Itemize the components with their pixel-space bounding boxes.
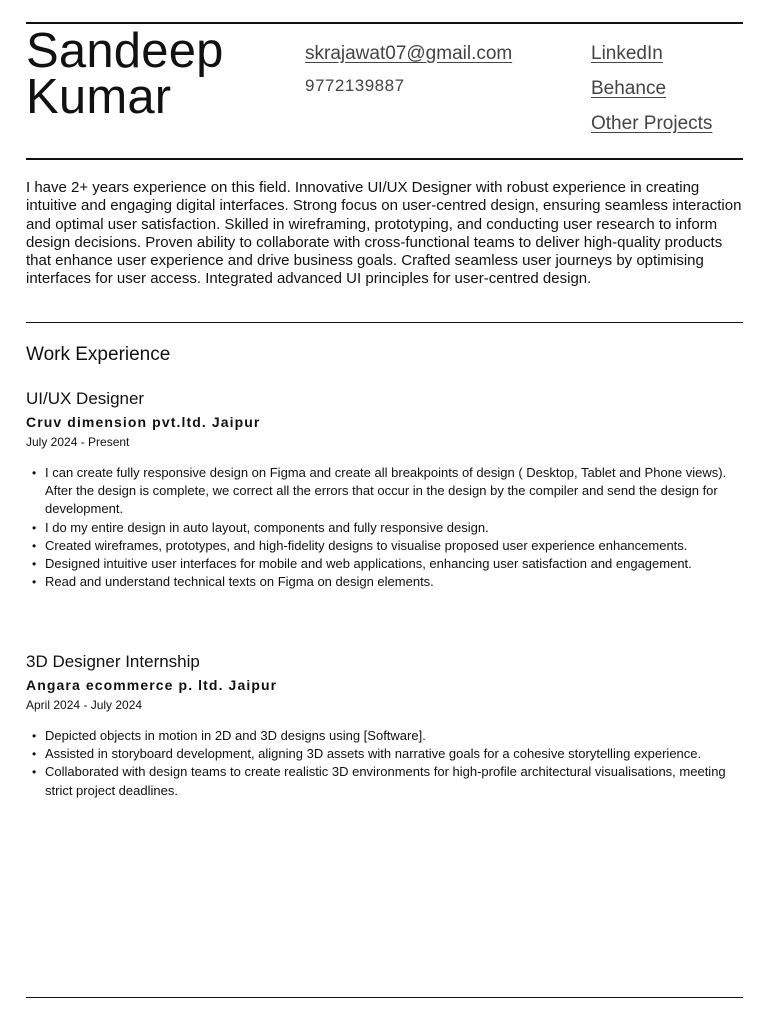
summary-divider	[26, 322, 743, 323]
job-bullets	[26, 727, 743, 800]
job-dates: July 2024 - Present	[26, 435, 130, 449]
bullet-item: • Depicted objects in motion in 2D and 3D designs using [Software].	[26, 727, 743, 745]
bullet-item: • Created wireframes, prototypes, and high-fidelity designs to visualise proposed user experience enhancements.	[26, 537, 743, 555]
profile-links	[591, 42, 712, 147]
bullet-item: • Assisted in storyboard development, aligning 3D assets with narrative goals for a cohesive storytelling experience.	[26, 745, 743, 763]
bullet-item: • Collaborated with design teams to create realistic 3D environments for high-profile architectural visualisations, meeting strict project deadlines.	[26, 763, 743, 799]
job-entry	[26, 651, 743, 800]
bullet-item: • Designed intuitive user interfaces for mobile and web applications, enhancing user satisfaction and engagement.	[26, 555, 743, 573]
work-experience-heading: Work Experience	[26, 344, 171, 365]
bullet-item: • I can create fully responsive design on Figma and create all breakpoints of design ( Desktop, Tablet and Phone views). After the design is complete, we correct all the errors that occur in the design by the compiler and send the design for development.	[26, 464, 743, 519]
first-name: Sandeep	[26, 24, 224, 78]
last-name: Kumar	[26, 70, 172, 124]
header-divider	[26, 158, 743, 160]
linkedin-link[interactable]: LinkedIn	[591, 43, 663, 64]
phone-number: 9772139887	[305, 76, 405, 95]
job-entry	[26, 388, 743, 591]
job-dates: April 2024 - July 2024	[26, 698, 143, 712]
bullet-item: • Read and understand technical texts on Figma on design elements.	[26, 573, 743, 591]
email-link[interactable]: skrajawat07@gmail.com	[305, 43, 513, 64]
profile-summary: I have 2+ years experience on this field. Innovative UI/UX Designer with robust experience in creating intuitive and engaging digital interfaces. Strong focus on user-centred design, ensuring seamless interaction and optimal user satisfaction. Skilled in wireframing, prototyping, and conducting user research to inform design decisions. Proven ability to collaborate with cross-functional teams to deliver high-quality products that enhance user experience and drive business goals. Crafted seamless user journeys by optimising interfaces for user access. Integrated advanced UI principles for user-centred design.	[26, 179, 742, 288]
job-title: 3D Designer Internship	[26, 652, 200, 671]
bullet-item: • I do my entire design in auto layout, components and fully responsive design.	[26, 519, 743, 537]
bottom-divider	[26, 997, 743, 998]
job-bullets	[26, 464, 743, 591]
resume-page	[26, 0, 743, 1024]
job-company: Cruv dimension pvt.ltd. Jaipur	[26, 414, 261, 430]
job-company: Angara ecommerce p. ltd. Jaipur	[26, 677, 278, 693]
job-title: UI/UX Designer	[26, 389, 145, 408]
contact-info	[305, 42, 512, 96]
other-projects-link[interactable]: Other Projects	[591, 113, 713, 134]
behance-link[interactable]: Behance	[591, 78, 667, 99]
candidate-name	[26, 24, 224, 124]
